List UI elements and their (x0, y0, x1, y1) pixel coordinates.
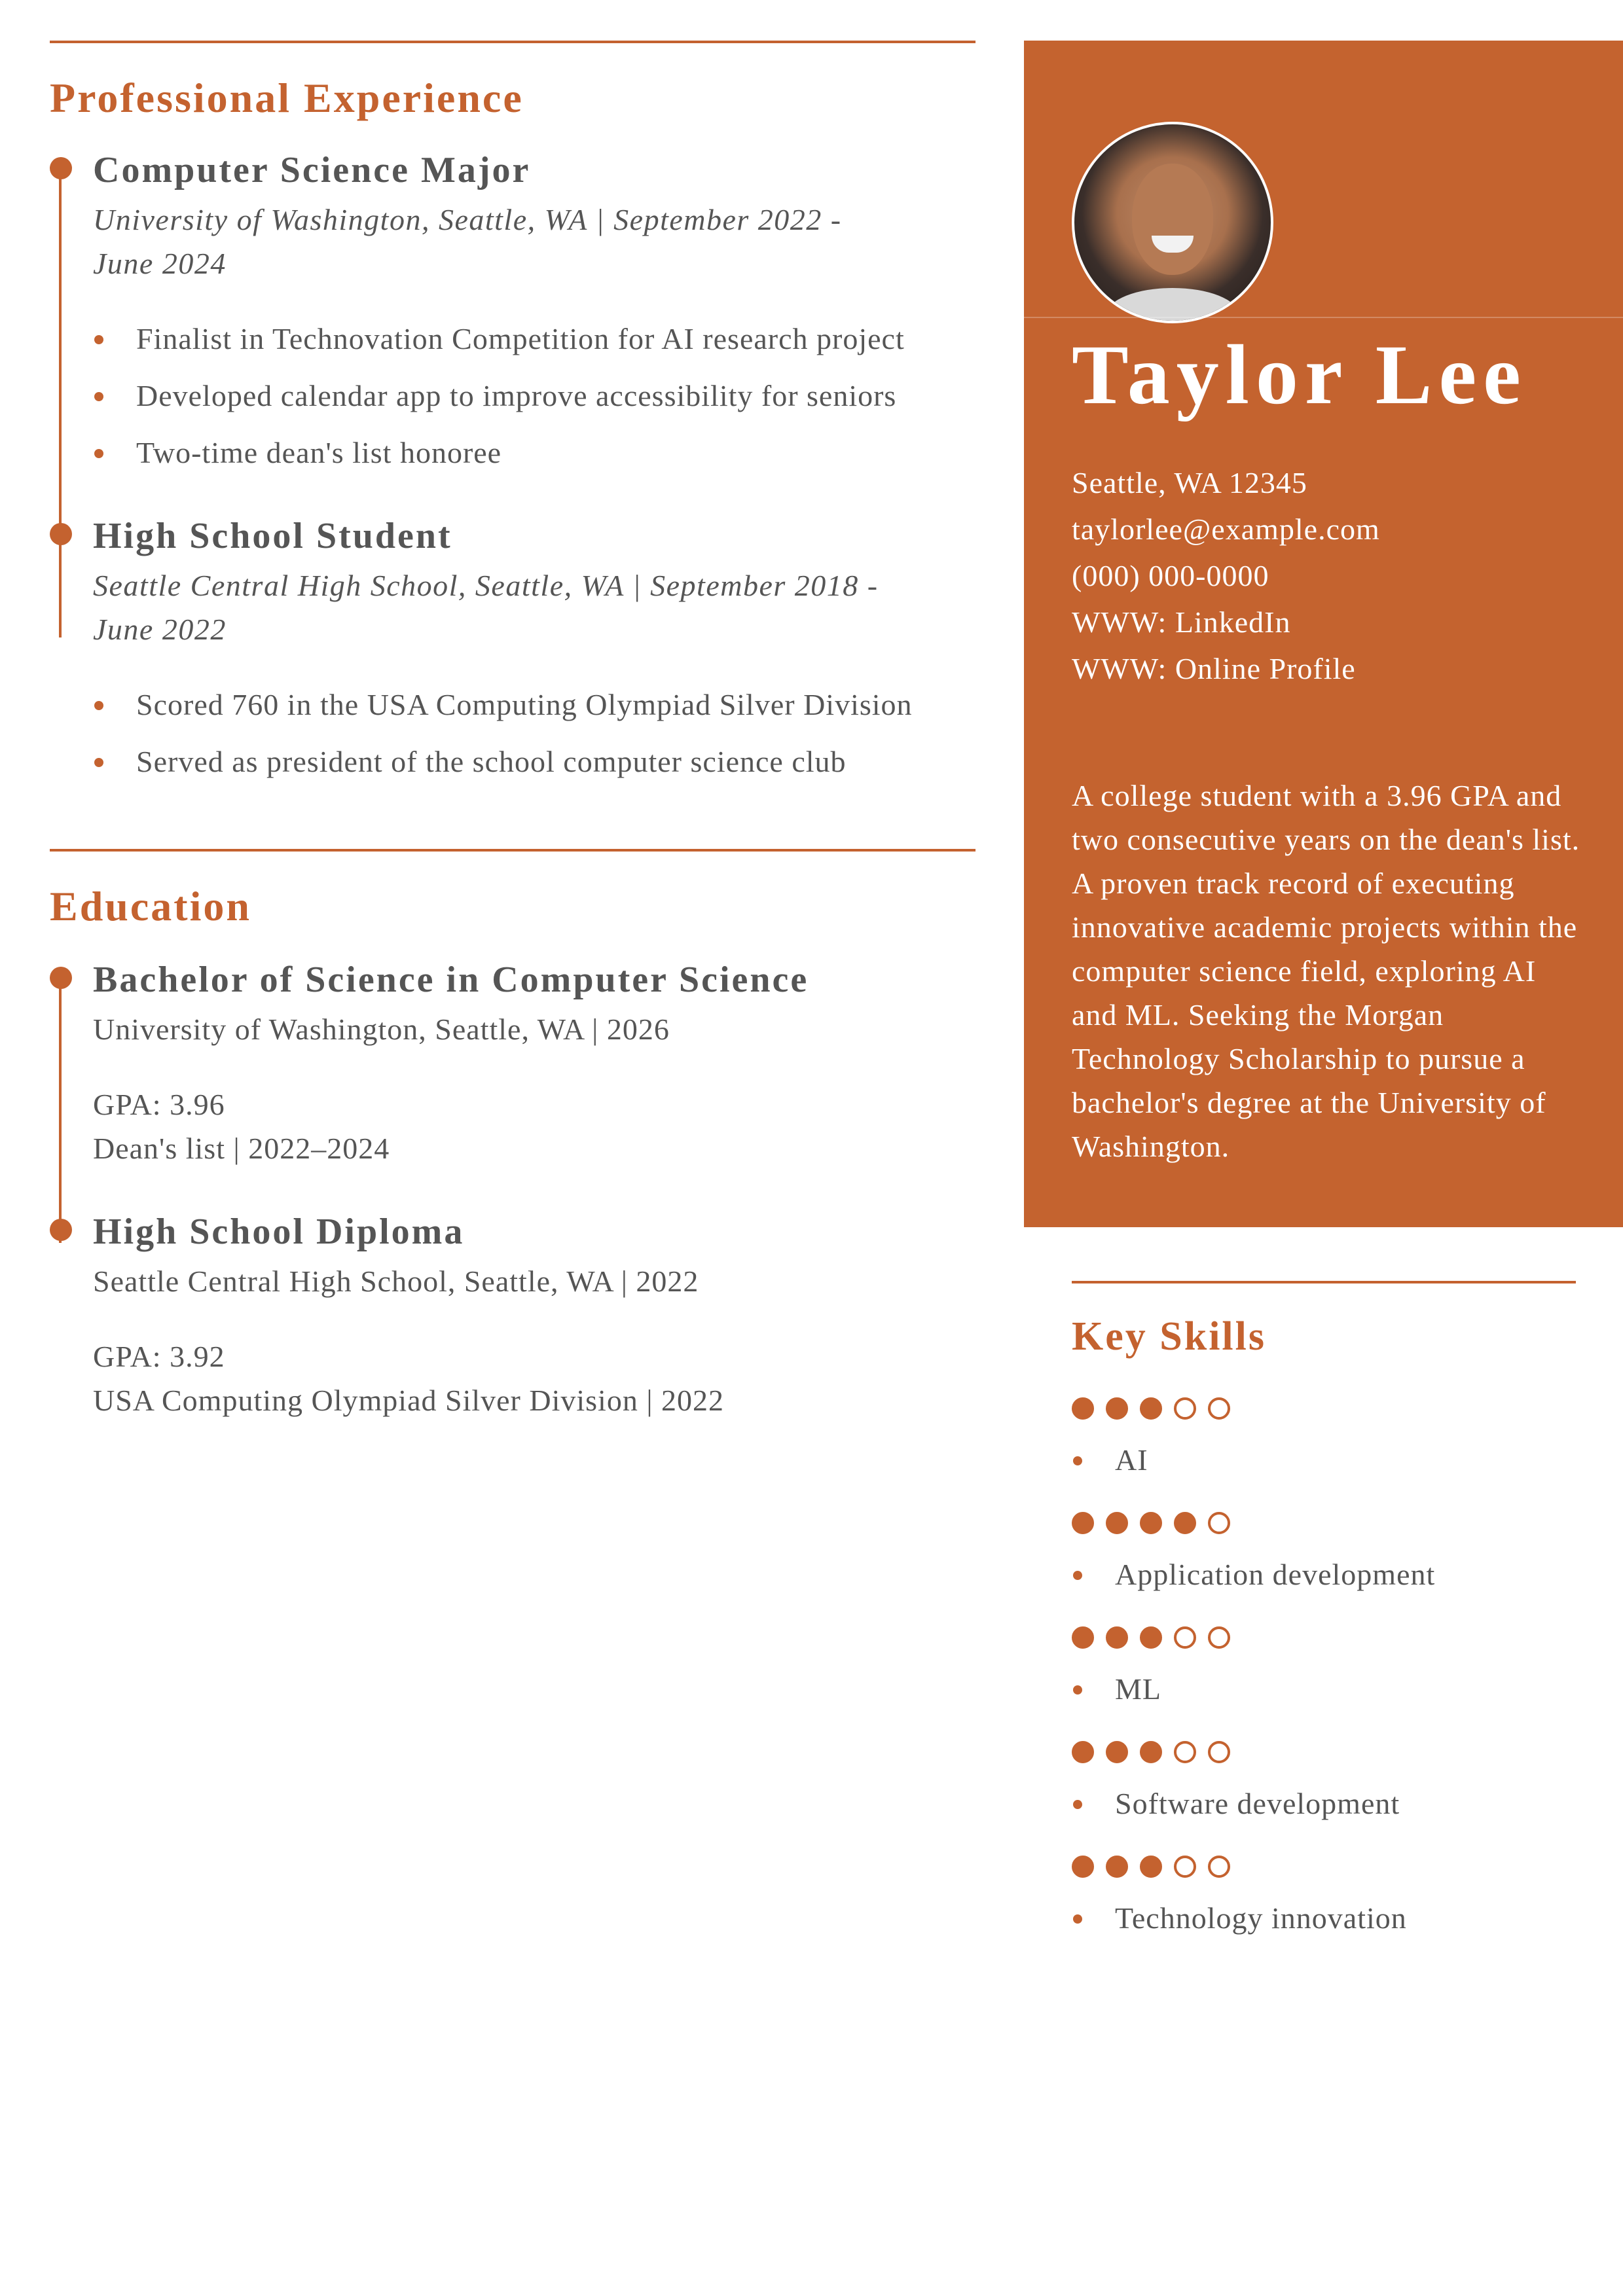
experience-title: Professional Experience (50, 75, 524, 121)
skill-name: AI (1072, 1441, 1576, 1480)
honor-line: USA Computing Olympiad Silver Division | 2022 (93, 1384, 725, 1417)
rating-dot-filled (1140, 1397, 1162, 1420)
rating-dot-empty (1174, 1741, 1196, 1763)
bullet-item: Scored 760 in the USA Computing Olympiad Silver Division (93, 683, 976, 726)
entry-dates: June 2024 (93, 247, 227, 280)
experience-entry (93, 518, 976, 783)
skill-rating (1072, 1626, 1576, 1650)
education-entry (93, 1213, 976, 1422)
rating-dot-empty (1208, 1512, 1230, 1534)
rating-dot-filled (1106, 1512, 1128, 1534)
skills-title: Key Skills (1072, 1314, 1267, 1359)
rating-dot-filled (1140, 1512, 1162, 1534)
email-link[interactable]: taylorlee@example.com (1072, 512, 1380, 546)
skill-name: ML (1072, 1670, 1576, 1709)
rating-dot-empty (1208, 1626, 1230, 1649)
rating-dot-filled (1174, 1512, 1196, 1534)
contact-block (1072, 459, 1380, 692)
gpa-line: GPA: 3.96 (93, 1088, 225, 1121)
rating-dot-filled (1106, 1626, 1128, 1649)
section-divider (1072, 1281, 1576, 1283)
rating-dot-filled (1072, 1397, 1094, 1420)
skill-item (1072, 1856, 1576, 1970)
rating-dot-filled (1072, 1741, 1094, 1763)
timeline-dot (50, 523, 72, 545)
rating-dot-filled (1072, 1856, 1094, 1878)
online-profile-link[interactable]: WWW: Online Profile (1072, 652, 1356, 685)
rating-dot-filled (1140, 1856, 1162, 1878)
profile-summary: A college student with a 3.96 GPA and two consecutive years on the dean's list. A proven track record of executing innovative academic projects within the computer science field, exploring AI and ML. Seeking the Morgan Technology Scholarship to pursue a bachelor's degree at the University of Washington. (1072, 779, 1580, 1163)
skill-name: Software development (1072, 1784, 1576, 1823)
profile-name: Taylor Lee (1072, 328, 1527, 422)
skill-item (1072, 1512, 1576, 1626)
phone-text: (000) 000-0000 (1072, 559, 1269, 592)
rating-dot-empty (1208, 1741, 1230, 1763)
rating-dot-empty (1174, 1626, 1196, 1649)
rating-dot-filled (1072, 1512, 1094, 1534)
timeline-line (59, 975, 62, 1243)
timeline-dot (50, 1219, 72, 1241)
rating-dot-filled (1072, 1626, 1094, 1649)
timeline-dot (50, 967, 72, 989)
skill-rating (1072, 1856, 1576, 1879)
entry-bullets (93, 317, 976, 475)
entry-dates: June 2022 (93, 613, 227, 646)
panel-divider (1024, 317, 1623, 318)
education-title: Education (50, 883, 251, 929)
school-line: University of Washington, Seattle, WA | 2026 (93, 1013, 670, 1046)
rating-dot-filled (1106, 1741, 1128, 1763)
education-timeline (50, 961, 976, 1422)
rating-dot-empty (1174, 1397, 1196, 1420)
entry-bullets (93, 683, 976, 783)
main-column (50, 41, 976, 1422)
address-text: Seattle, WA 12345 (1072, 466, 1307, 499)
section-divider (50, 41, 976, 43)
skills-list (1072, 1397, 1576, 1970)
bullet-item: Served as president of the school computer science club (93, 740, 976, 783)
school-line: Seattle Central High School, Seattle, WA | 2022 (93, 1265, 699, 1298)
bullet-item: Finalist in Technovation Competition for AI research project (93, 317, 976, 361)
rating-dot-filled (1140, 1626, 1162, 1649)
skill-rating (1072, 1397, 1576, 1421)
entry-title: High School Student (93, 516, 452, 556)
rating-dot-empty (1208, 1856, 1230, 1878)
education-entry (93, 961, 976, 1170)
degree-title: Bachelor of Science in Computer Science (93, 960, 809, 1000)
skills-section (1072, 1281, 1576, 1970)
degree-title: High School Diploma (93, 1211, 465, 1252)
rating-dot-empty (1208, 1397, 1230, 1420)
skill-name: Technology innovation (1072, 1899, 1576, 1938)
avatar (1072, 122, 1273, 323)
rating-dot-filled (1140, 1741, 1162, 1763)
entry-title: Computer Science Major (93, 150, 531, 190)
rating-dot-filled (1106, 1856, 1128, 1878)
bullet-item: Developed calendar app to improve accessibility for seniors (93, 374, 976, 418)
entry-org: Seattle Central High School, Seattle, WA | September 2018 - (93, 569, 879, 602)
honor-line: Dean's list | 2022–2024 (93, 1132, 390, 1165)
entry-org: University of Washington, Seattle, WA | September 2022 - (93, 203, 842, 236)
experience-timeline (50, 152, 976, 783)
skill-rating (1072, 1512, 1576, 1535)
skill-item (1072, 1741, 1576, 1856)
section-divider (50, 849, 976, 852)
skill-rating (1072, 1741, 1576, 1765)
skill-item (1072, 1397, 1576, 1512)
bullet-item: Two-time dean's list honoree (93, 431, 976, 475)
rating-dot-filled (1106, 1397, 1128, 1420)
rating-dot-empty (1174, 1856, 1196, 1878)
linkedin-link[interactable]: WWW: LinkedIn (1072, 605, 1291, 639)
experience-entry (93, 152, 976, 475)
skill-name: Application development (1072, 1555, 1576, 1594)
gpa-line: GPA: 3.92 (93, 1340, 225, 1373)
timeline-line (59, 165, 62, 637)
skill-item (1072, 1626, 1576, 1741)
profile-panel (1024, 41, 1623, 1227)
timeline-dot (50, 157, 72, 179)
